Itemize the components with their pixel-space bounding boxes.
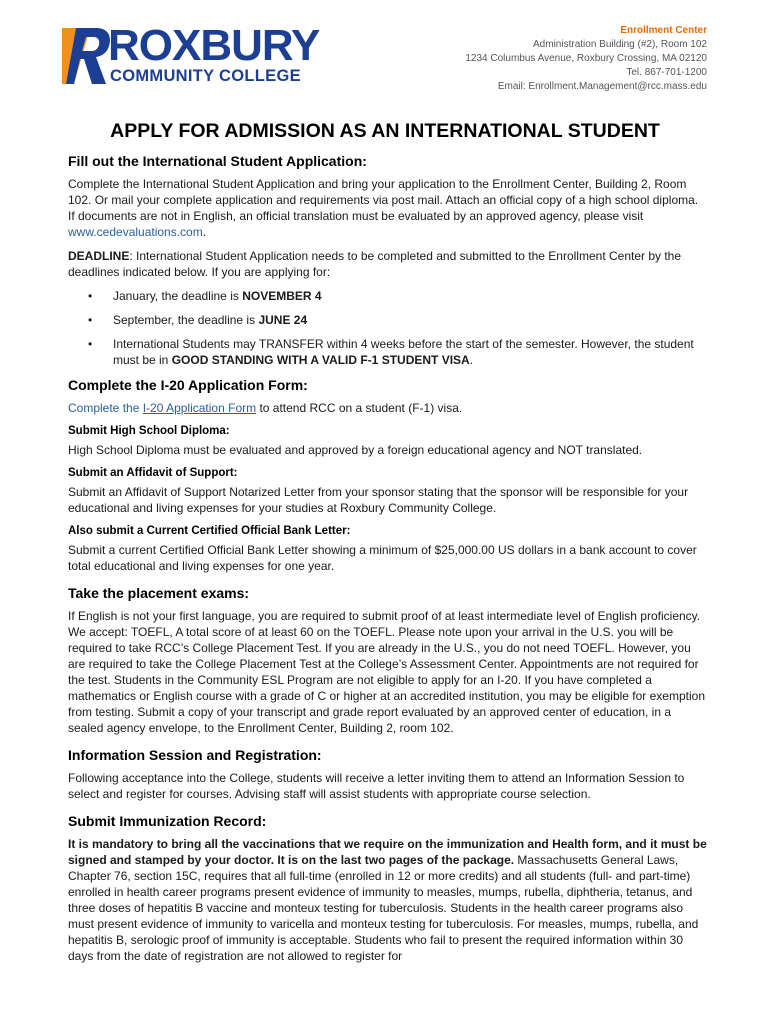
bullet-icon: •: [88, 313, 93, 327]
list-item: • International Students may TRANSFER within 4 weeks before the start of the semester. However, the student must be in GOOD STANDING WITH A VALID F-1 STUDENT VISA.: [88, 337, 694, 367]
placement-heading: Take the placement exams:: [68, 585, 250, 601]
logo-subtitle: COMMUNITY COLLEGE: [110, 67, 301, 85]
diploma-paragraph: High School Diploma must be evaluated and approved by a foreign educational agency and NOT translated.: [68, 443, 643, 457]
contact-building: Administration Building (#2), Room 102: [533, 39, 707, 50]
bank-letter-paragraph: Submit a current Certified Official Bank Letter showing a minimum of $25,000.00 US dollars in a bank account to cover total educational and living expenses for one year.: [68, 543, 697, 573]
deadline-paragraph: DEADLINE: International Student Application needs to be completed and submitted to the Enrollment Center by the deadlines indicated below. If you are applying for:: [68, 249, 682, 279]
contact-block: [465, 24, 707, 94]
affidavit-paragraph: Submit an Affidavit of Support Notarized Letter from your sponsor stating that the sponsor will be responsible for your educational and living expenses for your studies at Roxbury Community College.: [68, 485, 689, 515]
placement-section: [68, 584, 708, 736]
logo-r-mark-icon: [62, 28, 110, 84]
i20-paragraph: Complete the I-20 Application Form to attend RCC on a student (F-1) visa.: [68, 401, 463, 415]
application-heading: Fill out the International Student Application:: [68, 153, 367, 169]
document-body: [68, 152, 708, 972]
list-item: • September, the deadline is JUNE 24: [88, 313, 308, 327]
info-session-paragraph: Following acceptance into the College, students will receive a letter inviting them to attend an Information Session to select and register for courses. Advising staff will assist students with appropriate course selection.: [68, 771, 685, 801]
application-paragraph: Complete the International Student Application and bring your application to the Enrollment Center, Building 2, Room 102. Or mail your complete application and requirements via post mail. Attach an official copy of a high school diploma. If documents are not in English, an official translation must be evaluated by an approved agency, please visit www.cedevaluations.com.: [68, 177, 699, 239]
college-logo: [62, 21, 320, 88]
affidavit-heading: Submit an Affidavit of Support:: [68, 467, 238, 479]
diploma-heading: Submit High School Diploma:: [68, 425, 230, 437]
affidavit-section: [68, 466, 708, 516]
application-section: [68, 152, 708, 368]
i20-section: [68, 376, 708, 416]
bank-letter-heading: Also submit a Current Certified Official Bank Letter:: [68, 525, 351, 537]
bullet-icon: •: [88, 289, 93, 303]
contact-email: Email: Enrollment.Management@rcc.mass.edu: [497, 81, 707, 92]
cedevaluations-link[interactable]: www.cedevaluations.com: [68, 225, 203, 239]
immunization-paragraph: It is mandatory to bring all the vaccinations that we require on the immunization and Health form, and it must be signed and stamped by your doctor. It is on the last two pages of the package. Massachusetts General Laws, Chapter 76, section 15C, requires that all full-time (enrolled in 12 or more credits) and all students (full- and part-time) enrolled in health career programs present evidence of immunity to measles, mumps, rubella, diphtheria, tetanus, and three doses of hepatitis B vaccine and monteux testing for tuberculosis. Students in the health career programs also must present evidence of immunity to varicella and monteux testing for tuberculosis. For measles, mumps, rubella, and hepatitis B, serologic proof of immunity is acceptable. Students who fail to present the required information within 30 days from the date of registration are not allowed to register for: [68, 837, 707, 963]
diploma-section: [68, 424, 708, 458]
contact-phone: Tel. 867-701-1200: [626, 67, 707, 78]
logo-wordmark: ROXBURY: [108, 21, 320, 70]
bullet-icon: •: [88, 337, 93, 351]
contact-title: Enrollment Center: [620, 25, 707, 36]
page-title: APPLY FOR ADMISSION AS AN INTERNATIONAL STUDENT: [110, 120, 660, 142]
placement-paragraph: If English is not your first language, you are required to submit proof of at least intermediate level of English proficiency. We accept: TOEFL, A total score of at least 60 on the TOEFL. Please note upon your arrival in the U.S. you will be required to take RCC’s College Placement Test. If you are already in the U.S., you do not need TOEFL. However, you are required to take the College Placement Test at the College’s Assessment Center. Appointments are not required for the test. Students in the Community ESL Program are not eligible to apply for an I-20. If you have completed a mathematics or English course with a grade of C or higher at an accredited institution, you may be eligible for exemption from testing. Submit a copy of your transcript and grade report evaluated by an approved center of education, in a sealed agency envelope, to the Enrollment Center, Building 2, room 102.: [68, 609, 705, 735]
immunization-section: [68, 812, 708, 964]
deadline-label: DEADLINE: [68, 249, 130, 263]
immunization-heading: Submit Immunization Record:: [68, 813, 267, 829]
i20-heading: Complete the I-20 Application Form:: [68, 377, 308, 393]
deadline-list: [68, 288, 708, 368]
i20-form-link[interactable]: I-20 Application Form: [142, 401, 257, 415]
list-item: • January, the deadline is NOVEMBER 4: [88, 289, 322, 303]
bank-letter-section: [68, 524, 708, 574]
contact-address: 1234 Columbus Avenue, Roxbury Crossing, MA 02120: [465, 53, 707, 64]
info-session-heading: Information Session and Registration:: [68, 747, 322, 763]
info-session-section: [68, 746, 708, 802]
